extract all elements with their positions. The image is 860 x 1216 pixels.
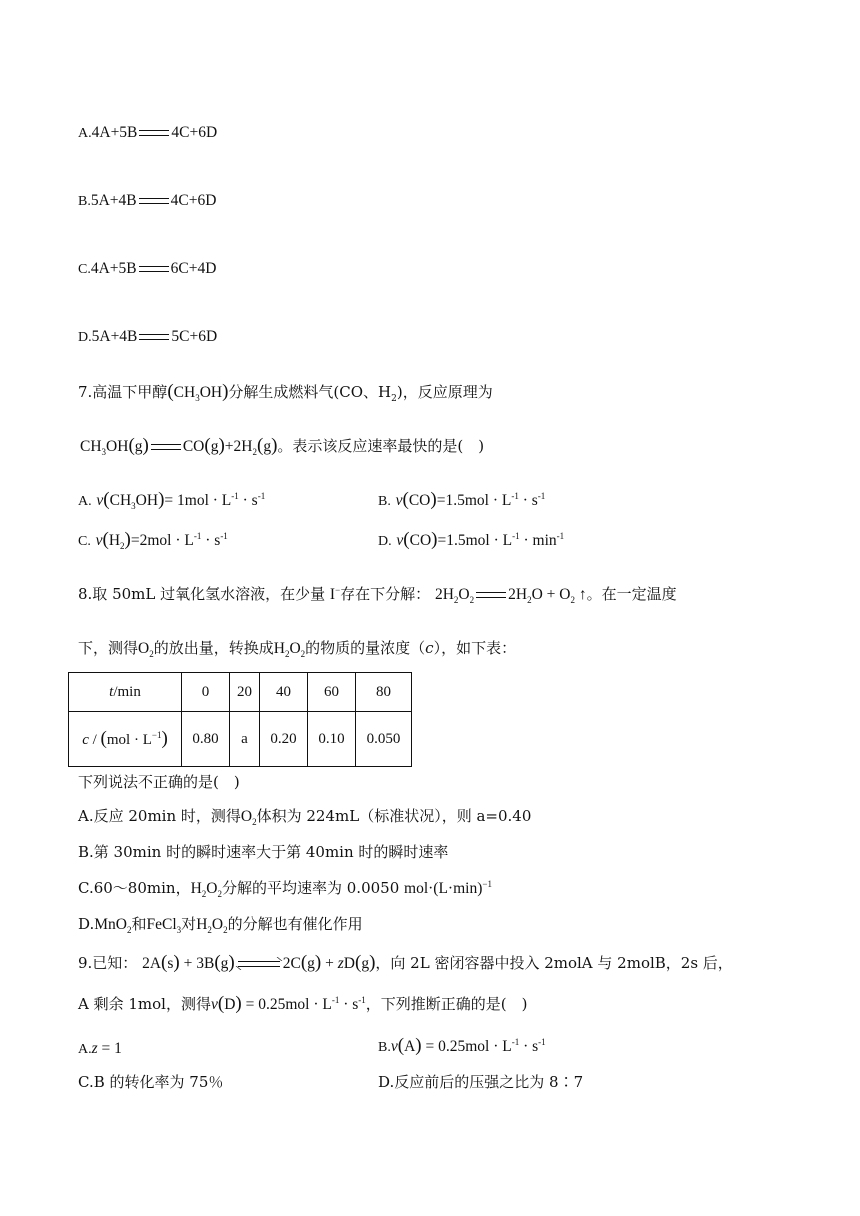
option-label: D. (378, 534, 392, 549)
q8-line1 (78, 584, 677, 605)
q9-option-b (378, 1036, 546, 1058)
option-label: A. (78, 494, 92, 509)
option-label: B. (378, 1040, 391, 1055)
option-label: C. (78, 534, 91, 549)
q7-text: 分解生成燃料气(CO、H (228, 383, 392, 401)
q8-line2 (78, 638, 516, 659)
q7-line2 (80, 436, 484, 457)
reversible-arrow-icon (238, 960, 280, 968)
equation-right: 5C+6D (171, 328, 218, 345)
table-cell: 60 (308, 673, 356, 712)
equation-right: 6C+4D (170, 260, 217, 277)
equation-right: 4C+6D (171, 124, 218, 141)
q7-option-a (78, 490, 265, 512)
q7-text: )，反应原理为 (396, 383, 493, 401)
q8-option-c (78, 878, 492, 899)
option-label: B. (378, 494, 391, 509)
q8-reaction: $2H_2O_2$ $2H_2O + O_2$ ↑ (434, 586, 587, 606)
q9-line1 (78, 953, 733, 974)
table-header-cell: $c / (mol \cdot L^{-1})$ (69, 712, 182, 767)
rate-value: =1.5mol · L (436, 492, 512, 509)
rate-expression: $v(A) = 0.25mol \cdot L^{-1} \cdot s^{-1}$ (390, 1035, 546, 1056)
equals-sign-icon (139, 130, 169, 136)
q7-text: 。表示该反应速率最快的是( ) (277, 437, 485, 455)
q8-option-d (78, 914, 363, 935)
c-symbol: c (425, 639, 434, 657)
h2o2-formula: $H_2O_2$ (273, 640, 306, 660)
q9-option-d: D.反应前后的压强之比为 8∶7 (378, 1073, 584, 1091)
equation-left: 4A+5B (90, 260, 137, 277)
table-header-cell: t/min (69, 673, 182, 712)
o2-formula: $O_2$ (138, 640, 154, 660)
equation-right: 4C+6D (170, 192, 217, 209)
table-cell: 0.050 (356, 712, 412, 767)
q8-stem: 下列说法不正确的是( ) (78, 773, 240, 791)
q7-option-d (378, 530, 564, 552)
option-label: D. (78, 330, 92, 345)
option-6d (78, 326, 217, 348)
equation-left: 4A+5B (91, 124, 138, 141)
q9-text: ，下列推断正确的是( ) (365, 995, 528, 1013)
equals-sign-icon (476, 592, 506, 598)
table-cell: 0.80 (182, 712, 230, 767)
q9-option-c: C.B 的转化率为 75％ (78, 1073, 224, 1091)
rate-expression: $v(D) = 0.25mol \cdot L^{-1} \cdot s^{-1}$ (210, 993, 366, 1014)
q9-line2 (78, 994, 528, 1015)
rate-expression: $v(CO)=1.5mol \cdot L^{-1} \cdot \min^{-1}$ (396, 529, 565, 550)
table-row (69, 673, 412, 712)
q7-option-b (378, 490, 545, 512)
q8-text: 体积为 224mL（标准状况），则 a=0.40 (256, 807, 532, 825)
q8-text: 。在一定温度 (586, 585, 677, 603)
table-cell: 20 (230, 673, 260, 712)
rate-expression: $v(CH_3OH)= 1mol \cdot L^{-1} \cdot s^{-1}$ (96, 489, 266, 512)
q8-text: 分解的平均速率为 0.0050 (221, 879, 400, 897)
z-expression: z = 1 (91, 1040, 122, 1057)
option-6c (78, 258, 216, 280)
option-6a (78, 122, 217, 144)
option-6b (78, 190, 216, 212)
table-cell: 80 (356, 673, 412, 712)
equation-left: 5A+4B (91, 328, 138, 345)
table-cell: 0.10 (308, 712, 356, 767)
equals-sign-icon (151, 444, 181, 450)
formula-ch3oh: $(CH_3OH)$ (167, 381, 229, 404)
q7-reaction: $CH_3OH(g)$ $CO(g)+2H_2(g)$ (80, 435, 278, 458)
fecl3-formula: FeCl$_3$ (146, 916, 182, 936)
q9-text: 9.已知： (78, 954, 138, 972)
table-cell: 0.20 (260, 712, 308, 767)
o2-formula: $O_2$ (240, 808, 257, 828)
q9-text: ，向 2L 密闭容器中投入 2molA 与 2molB，2s 后， (375, 954, 733, 972)
q8-text: 的放出量，转换成 (153, 639, 274, 657)
equation-left: 5A+4B (90, 192, 137, 209)
table-row (69, 712, 412, 767)
q8-text: 存在下分解： (340, 585, 431, 603)
option-label: A. (78, 1042, 92, 1057)
q8-text: ），如下表： (433, 639, 517, 657)
equals-sign-icon (139, 266, 169, 272)
rate-value: =1.5mol · L (437, 532, 513, 549)
table-cell: 0 (182, 673, 230, 712)
q7-option-c (78, 530, 228, 552)
option-label: B. (78, 194, 91, 209)
table-cell: a (230, 712, 260, 767)
option-label: A. (78, 126, 92, 141)
q8-text: A.反应 20min 时，测得 (78, 807, 241, 825)
q8-text: 的分解也有催化作用 (227, 915, 363, 933)
q8-text: 下，测得 (78, 639, 139, 657)
q8-option-b: B.第 30min 时的瞬时速率大于第 40min 时的瞬时速率 (78, 843, 449, 861)
h2o2-formula: $H_2O_2$ (196, 916, 228, 936)
q9-text: A 剩余 1mol，测得 (78, 995, 211, 1013)
q8-text: 和 (131, 915, 147, 933)
q8-option-a (78, 806, 531, 827)
equals-sign-icon (139, 198, 169, 204)
equals-sign-icon (139, 334, 169, 340)
data-table (68, 672, 412, 767)
q8-text: C.60～80min， (78, 879, 191, 897)
q8-text: 8.取 50mL 过氧化氢水溶液，在少量 (78, 585, 326, 603)
q7-line1: 7.高温下甲醇$(CH_3OH)$分解生成燃料气(CO、$H_2$)，反应原理为 (78, 381, 493, 404)
mno2-formula: MnO$_2$ (94, 916, 132, 936)
q7-text: 7.高温下甲醇 (78, 383, 168, 401)
q8-text: 的物质的量浓度（ (305, 639, 426, 657)
q8-text: D. (78, 915, 95, 933)
table-cell: 40 (260, 673, 308, 712)
q8-text: 对 (181, 915, 197, 933)
q9-option-a (78, 1038, 122, 1060)
unit-expression: $mol\cdot(L\cdot\min)^{-1}$ (404, 878, 492, 897)
q9-reaction: 2A(s) + 3B(g) 2C(g) + zD(g) (142, 952, 376, 973)
h2o2-formula: $H_2O_2$ (190, 880, 222, 900)
rate-expression: $v(H_2)=2mol \cdot L^{-1} \cdot s^{-1}$ (95, 529, 228, 552)
option-label: C. (78, 262, 91, 277)
rate-value: = 1mol · L (164, 492, 232, 509)
rate-value: =2mol · L (130, 532, 194, 549)
iodide-formula: I− (329, 584, 341, 603)
rate-expression: $v(CO)=1.5mol \cdot L^{-1} \cdot s^{-1}$ (395, 489, 546, 510)
